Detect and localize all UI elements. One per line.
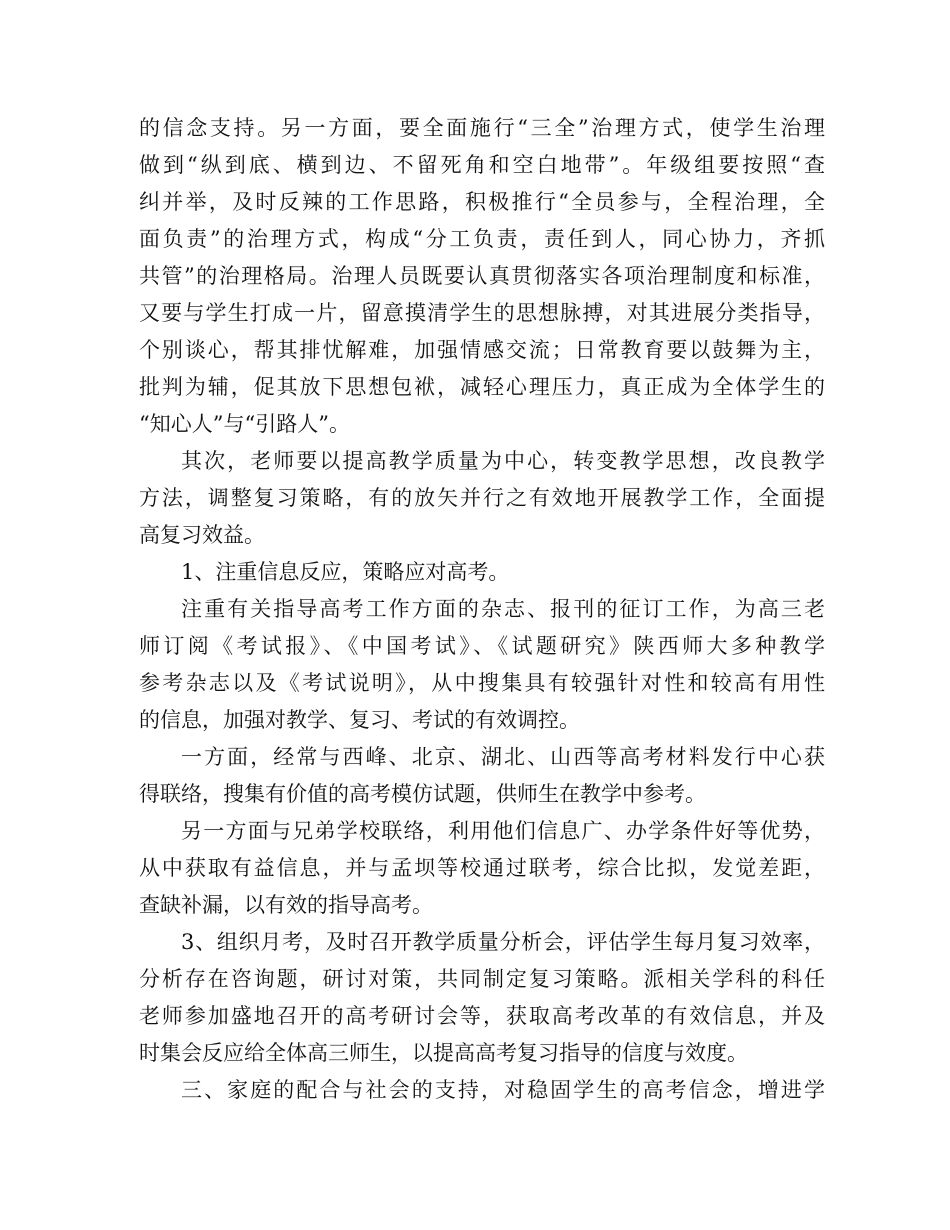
text-line: 面负责”的治理方式，构成“分工负责，责任到人，同心协力，齐抓 [139,227,825,251]
text-line: 其次，老师要以提高教学质量为中心，转变教学思想，改良教学 [181,449,825,473]
text-line: 师订阅《考试报》、《中国考试》、《试题研究》陕西师大多种教学 [139,634,825,658]
text-line: 从中获取有益信息，并与孟坝等校通过联考，综合比拟，发觉差距， [139,856,825,880]
text-line: 的信息，加强对教学、复习、考试的有效调控。 [139,708,580,732]
text-line: 的信念支持。另一方面，要全面施行“三全”治理方式，使学生治理 [139,116,825,140]
text-line: 纠并举，及时反辣的工作思路，积极推行“全员参与，全程治理，全 [139,190,825,214]
text-line: 共管”的治理格局。治理人员既要认真贯彻落实各项治理制度和标准， [139,264,825,288]
text-line: 时集会反应给全体高三师生，以提高高考复习指导的信度与效度。 [139,1041,748,1065]
text-line: “知心人”与“引路人”。 [139,412,350,436]
text-line: 又要与学生打成一片，留意摸清学生的思想脉搏，对其进展分类指导， [139,301,825,325]
text-line: 个别谈心，帮其排忧解难，加强情感交流；日常教育要以鼓舞为主， [139,338,825,362]
text-line: 3、组织月考，及时召开教学质量分析会，评估学生每月复习效率， [181,930,825,954]
text-line: 另一方面与兄弟学校联络，利用他们信息广、办学条件好等优势， [181,819,825,843]
section-heading: 三、家庭的配合与社会的支持，对稳固学生的高考信念，增进学 [181,1078,825,1102]
text-line: 方法，调整复习策略，有的放矢并行之有效地开展教学工作，全面提 [139,486,825,510]
text-line: 一方面，经常与西峰、北京、湖北、山西等高考材料发行中心获 [181,745,825,769]
text-line: 查缺补漏，以有效的指导高考。 [139,893,433,917]
text-line: 高复习效益。 [139,523,265,547]
section-heading: 1、注重信息反应，策略应对高考。 [181,560,510,584]
text-line: 分析存在咨询题，研讨对策，共同制定复习策略。派相关学科的科任 [139,967,825,991]
text-line: 注重有关指导高考工作方面的杂志、报刊的征订工作，为高三老 [181,597,825,621]
text-line: 做到“纵到底、横到边、不留死角和空白地带”。年级组要按照“查 [139,153,825,177]
text-line: 批判为辅，促其放下思想包袱，减轻心理压力，真正成为全体学生的 [139,375,825,399]
text-line: 得联络，搜集有价值的高考模仿试题，供师生在教学中参考。 [139,782,706,806]
text-line: 老师参加盛地召开的高考研讨会等，获取高考改革的有效信息，并及 [139,1004,825,1028]
body-text [139,110,825,1109]
text-line: 参考杂志以及《考试说明》，从中搜集具有较强针对性和较高有用性 [139,671,825,695]
